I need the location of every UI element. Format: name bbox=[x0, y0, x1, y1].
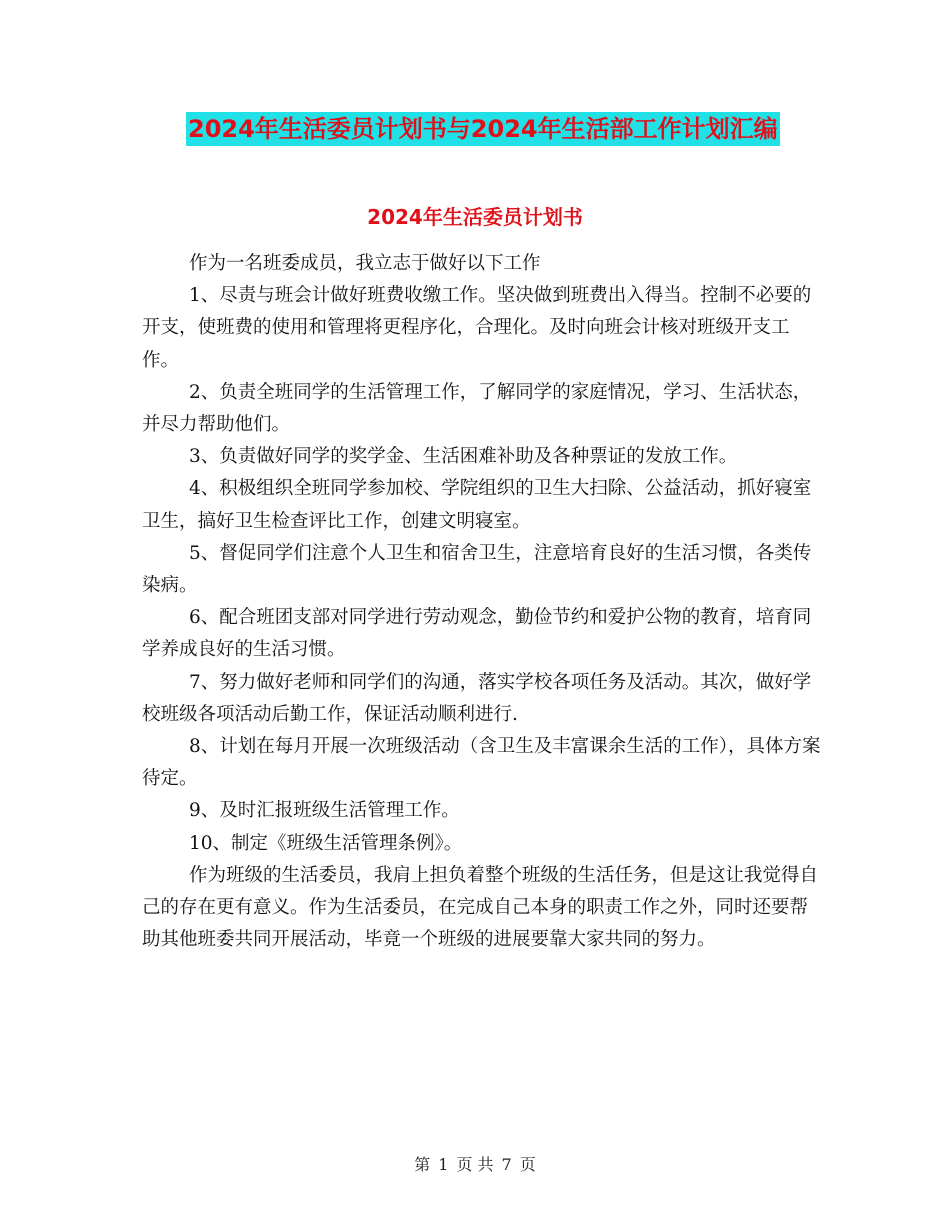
paragraph-item-9: 9、及时汇报班级生活管理工作。 bbox=[189, 800, 460, 822]
paragraph-intro: 作为一名班委成员，我立志于做好以下工作 bbox=[189, 253, 541, 274]
paragraph-item-1: 1、尽责与班会计做好班费收缴工作。坚决做到班费出入得当。控制不必要的开支，使班费的使用和管理将更程序化，合理化。及时向班会计核对班级开支工作。 bbox=[142, 285, 812, 371]
page-prefix: 第 bbox=[414, 1155, 431, 1174]
paragraph-item-2: 2、负责全班同学的生活管理工作，了解同学的家庭情况，学习、生活状态，并尽力帮助他们。 bbox=[142, 381, 812, 436]
paragraph-item-6: 6、配合班团支部对同学进行劳动观念，勤俭节约和爱护公物的教育，培育同学养成良好的生活习惯。 bbox=[142, 607, 812, 661]
paragraph-conclusion: 作为班级的生活委员，我肩上担负着整个班级的生活任务，但是这让我觉得自己的存在更有意义。作为生活委员，在完成自己本身的职责工作之外，同时还要帮助其他班委共同开展活动，毕竟一个班级的进展要靠大家共同的努力。 bbox=[142, 864, 819, 951]
document-title: 2024年生活委员计划书与2024年生活部工作计划汇编 bbox=[186, 112, 780, 146]
document-body bbox=[142, 248, 822, 956]
paragraph-item-10: 10、制定《班级生活管理条例》。 bbox=[189, 832, 463, 854]
paragraph-item-5: 5、督促同学们注意个人卫生和宿舍卫生，注意培育良好的生活习惯，各类传染病。 bbox=[142, 542, 812, 597]
paragraph-item-7: 7、努力做好老师和同学们的沟通，落实学校各项任务及活动。其次，做好学校班级各项活动后勤工作，保证活动顺利进行. bbox=[142, 671, 812, 725]
page-suffix: 页 bbox=[519, 1155, 536, 1174]
page-footer bbox=[0, 1153, 950, 1177]
paragraph-item-4: 4、积极组织全班同学参加校、学院组织的卫生大扫除、公益活动，抓好寝室卫生，搞好卫生检查评比工作，创建文明寝室。 bbox=[142, 478, 812, 532]
page-middle: 页 共 bbox=[456, 1155, 494, 1174]
paragraph-item-3: 3、负责做好同学的奖学金、生活困难补助及各种票证的发放工作。 bbox=[189, 446, 738, 468]
section-title: 2024年生活委员计划书 bbox=[367, 205, 583, 229]
total-pages-number: 7 bbox=[501, 1155, 512, 1174]
paragraph-item-8: 8、计划在每月开展一次班级活动（含卫生及丰富课余生活的工作），具体方案待定。 bbox=[142, 736, 821, 790]
current-page-number: 1 bbox=[438, 1155, 449, 1174]
